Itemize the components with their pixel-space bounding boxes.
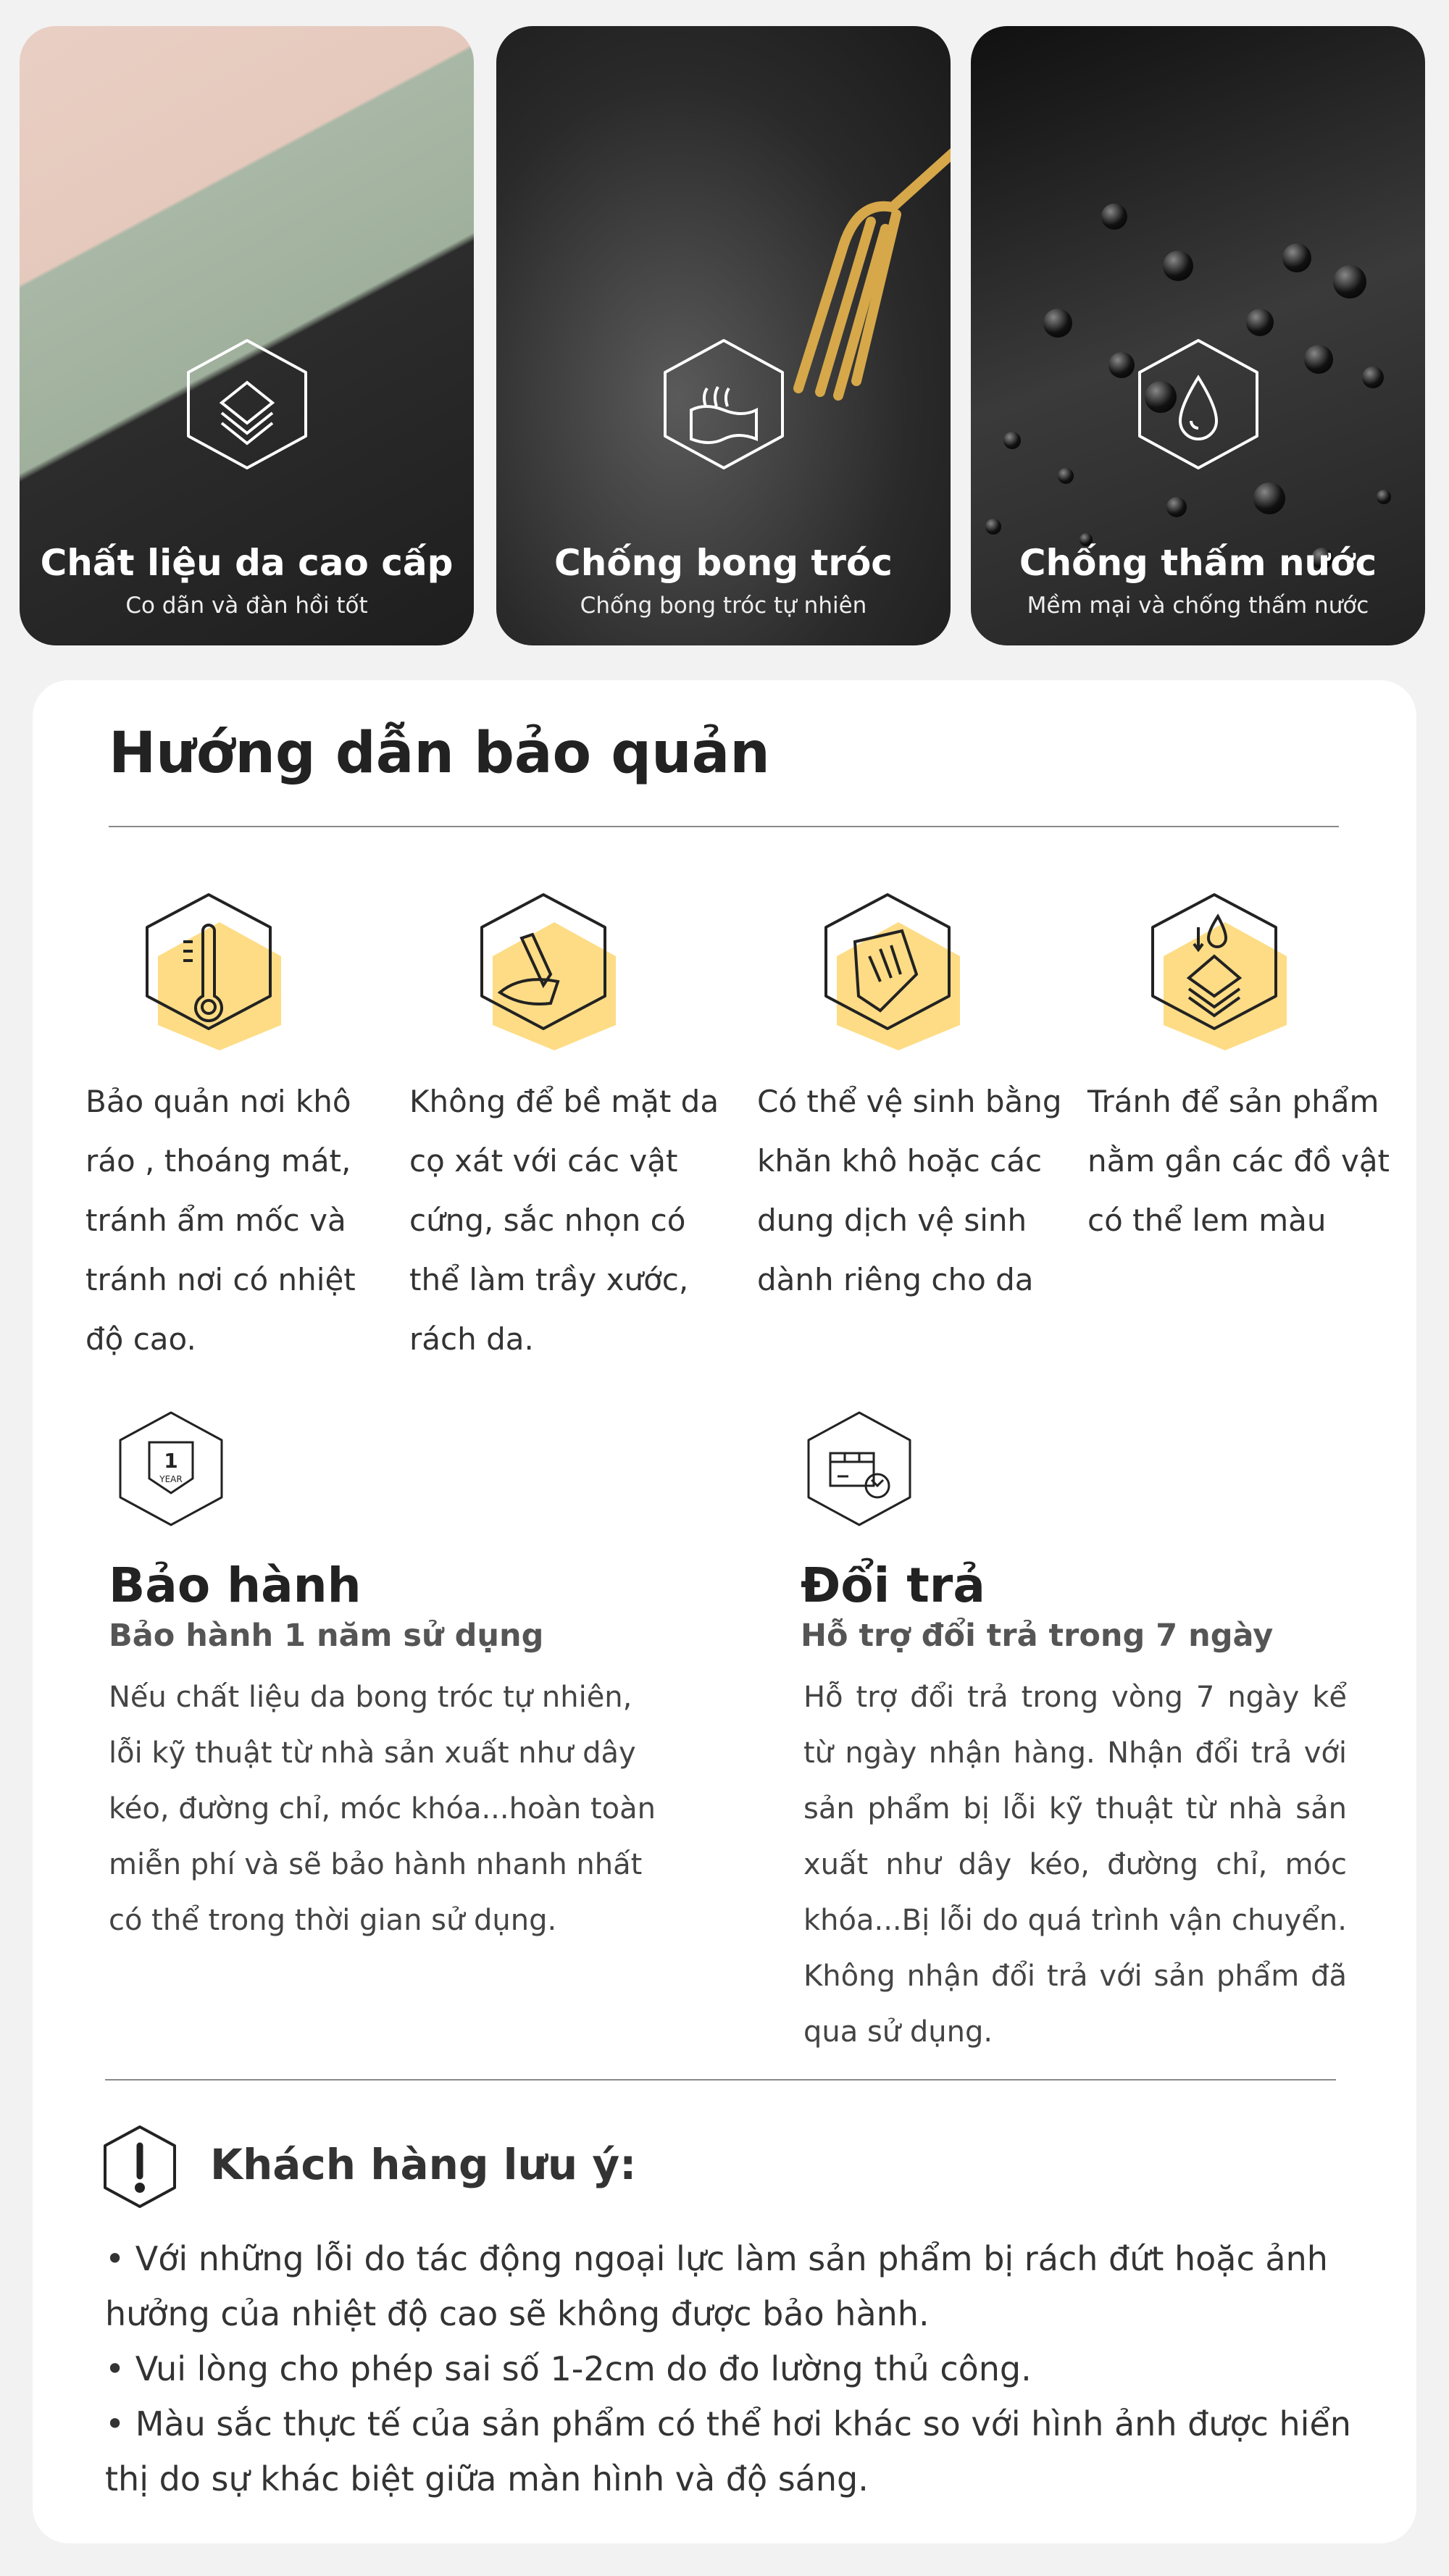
care-heading: Hướng dẫn bảo quản xyxy=(109,721,770,786)
divider xyxy=(109,826,1339,827)
feature-title: Chống bong tróc xyxy=(554,542,893,584)
return-box-icon xyxy=(805,1410,914,1528)
notes-list xyxy=(105,2231,1351,2506)
feature-card-waterproof xyxy=(971,26,1425,645)
warranty-subtitle: Bảo hành 1 năm sử dụng xyxy=(109,1618,544,1654)
returns-subtitle: Hỗ trợ đổi trả trong 7 ngày xyxy=(801,1618,1274,1654)
warranty-icon-unit: YEAR xyxy=(159,1474,183,1484)
returns-body: Hỗ trợ đổi trả trong vòng 7 ngày kể từ ngày nhận hàng. Nhận đổi trả với sản phẩm bị lỗi kỹ thuật từ nhà sản xuất như dây kéo, đường chỉ, móc khóa...Bị lỗi do quá trình vận chuyển. Không nhận đổi trả với sản phẩm đã qua sử dụng. xyxy=(803,1681,1347,2049)
one-year-warranty-icon xyxy=(117,1410,225,1528)
notes-title: Khách hàng lưu ý: xyxy=(210,2140,637,2189)
note-item: • Vui lòng cho phép sai số 1-2cm do đo lường thủ công. xyxy=(105,2349,1032,2388)
color-bleed-icon xyxy=(1142,887,1294,1050)
feature-title: Chất liệu da cao cấp xyxy=(40,542,454,584)
feature-card-leather xyxy=(20,26,474,645)
note-item: • Màu sắc thực tế của sản phẩm có thể hơi khác so với hình ảnh được hiển thị do sự khác biệt giữa màn hình và độ sáng. xyxy=(105,2404,1351,2498)
feature-subtitle: Chống bong tróc tự nhiên xyxy=(580,593,867,619)
peel-icon xyxy=(662,338,785,471)
divider xyxy=(105,2079,1336,2081)
feature-title: Chống thấm nước xyxy=(1019,542,1377,584)
feature-subtitle: Co dãn và đàn hồi tốt xyxy=(125,593,368,619)
care-text: Có thể vệ sinh bằng khăn khô hoặc các dung dịch vệ sinh dành riêng cho da xyxy=(757,1084,1062,1297)
feature-card-peel xyxy=(496,26,951,645)
layers-icon xyxy=(185,338,309,471)
water-drop-icon xyxy=(1137,338,1260,471)
returns-title: Đổi trả xyxy=(801,1557,985,1613)
warning-icon xyxy=(102,2124,178,2209)
feature-subtitle: Mềm mại và chống thấm nước xyxy=(1027,593,1369,619)
warranty-title: Bảo hành xyxy=(109,1557,362,1613)
care-text: Tránh để sản phẩm nằm gần các đồ vật có thể lem màu xyxy=(1087,1084,1390,1238)
knife-scratch-icon xyxy=(471,887,623,1050)
thermometer-icon xyxy=(136,887,288,1050)
care-text: Không để bề mặt da cọ xát với các vật cứng, sắc nhọn có thể làm trầy xước, rách da. xyxy=(409,1084,719,1357)
note-item: • Với những lỗi do tác động ngoại lực làm sản phẩm bị rách đứt hoặc ảnh hưởng của nhiệt độ cao sẽ không được bảo hành. xyxy=(105,2239,1328,2333)
warranty-body: Nếu chất liệu da bong tróc tự nhiên, lỗi kỹ thuật từ nhà sản xuất như dây kéo, đường chỉ, móc khóa...hoàn toàn miễn phí và sẽ bảo hành nhanh nhất có thể trong thời gian sử dụng. xyxy=(109,1681,656,1937)
care-text: Bảo quản nơi khô ráo , thoáng mát, tránh ẩm mốc và tránh nơi có nhiệt độ cao. xyxy=(85,1084,356,1357)
warranty-icon-number: 1 xyxy=(164,1449,178,1473)
glove-cloth-icon xyxy=(815,887,967,1050)
